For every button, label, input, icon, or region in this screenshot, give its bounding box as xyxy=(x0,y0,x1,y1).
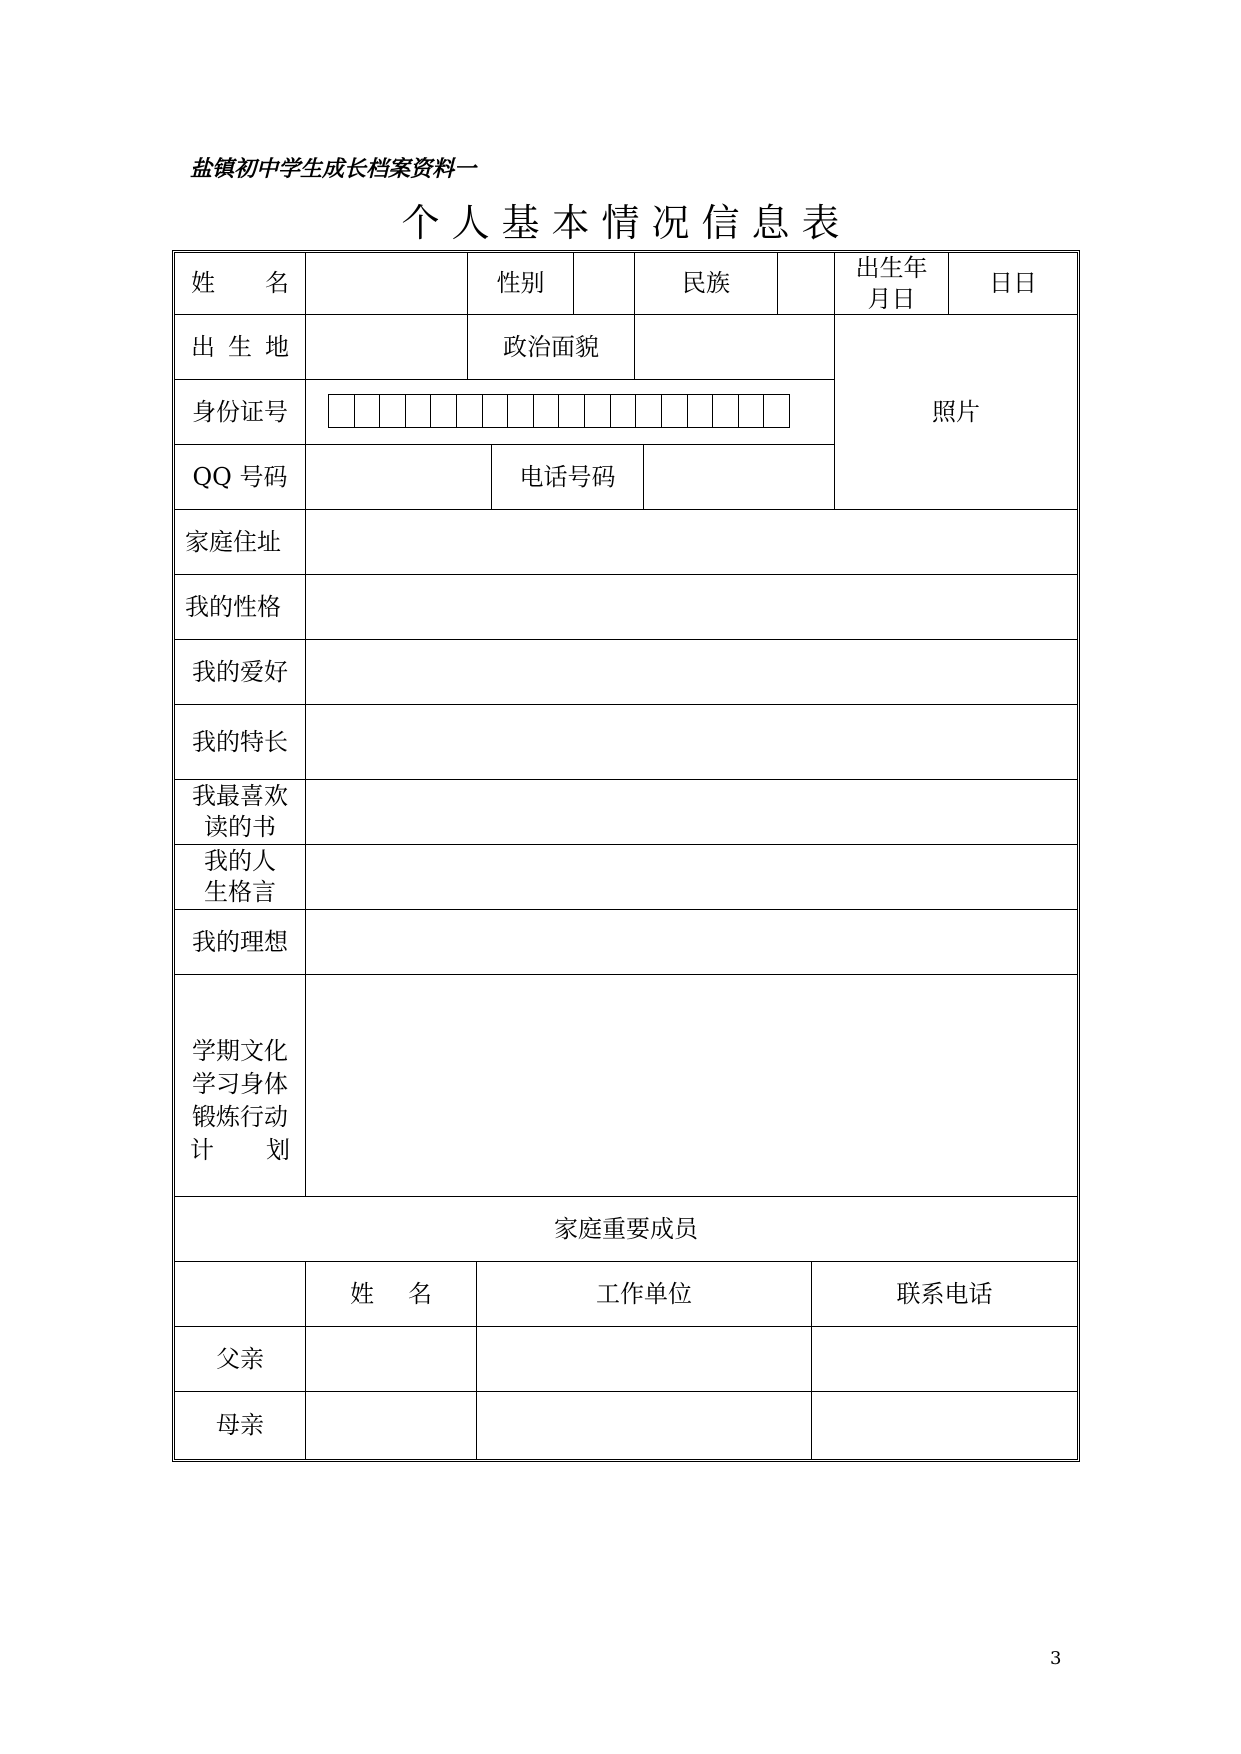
id-digit-box[interactable] xyxy=(457,395,483,427)
birthplace-char-2: 生 xyxy=(228,332,252,361)
father-label: 父亲 xyxy=(216,1344,264,1373)
birth-date-label: 出生年 月日 xyxy=(855,253,928,313)
id-digit-box[interactable] xyxy=(611,395,637,427)
family-col-name xyxy=(306,1262,476,1326)
qq-field[interactable] xyxy=(306,445,491,509)
id-digit-box[interactable] xyxy=(713,395,739,427)
phone-label: 电话号码 xyxy=(519,462,616,491)
father-work-field[interactable] xyxy=(477,1327,811,1391)
family-header-blank xyxy=(175,1262,305,1326)
mother-phone-field[interactable] xyxy=(812,1392,1077,1459)
family-section-title: 家庭重要成员 xyxy=(554,1214,698,1243)
page-title: 个人基本情况信息表 xyxy=(401,201,852,245)
plan-field[interactable] xyxy=(306,975,1077,1196)
political-status-field[interactable] xyxy=(635,315,834,379)
father-phone-field[interactable] xyxy=(812,1327,1077,1391)
birthplace-field[interactable] xyxy=(306,315,467,379)
id-digit-box[interactable] xyxy=(636,395,662,427)
motto-label: 我的人 生格言 xyxy=(204,847,276,906)
id-digit-box[interactable] xyxy=(688,395,714,427)
plan-line-3: 锻炼行动 xyxy=(192,1102,288,1131)
id-number-label: 身份证号 xyxy=(192,397,288,426)
name-char-1: 姓 xyxy=(191,269,215,298)
id-digit-box[interactable] xyxy=(764,395,789,427)
birthplace-label xyxy=(175,315,305,379)
birth-date-value[interactable]: 日日 xyxy=(989,269,1037,298)
id-digit-box[interactable] xyxy=(431,395,457,427)
father-name-field[interactable] xyxy=(306,1327,476,1391)
name-label xyxy=(175,253,305,314)
ethnicity-label: 民族 xyxy=(682,269,730,298)
ideal-field[interactable] xyxy=(306,910,1077,974)
id-digit-box[interactable] xyxy=(329,395,355,427)
page-number: 3 xyxy=(1050,1648,1062,1669)
favorite-book-field[interactable] xyxy=(306,780,1077,844)
gender-label: 性别 xyxy=(496,269,545,298)
plan-line-1: 学期文化 xyxy=(192,1036,288,1065)
family-col-work: 工作单位 xyxy=(596,1279,692,1308)
specialty-label: 我的特长 xyxy=(192,727,288,756)
document-header: 盐镇初中学生成长档案资料一 xyxy=(190,156,477,182)
hobbies-field[interactable] xyxy=(306,640,1077,704)
birthplace-char-1: 出 xyxy=(191,332,215,361)
id-digit-box[interactable] xyxy=(559,395,585,427)
id-digit-box[interactable] xyxy=(483,395,509,427)
mother-work-field[interactable] xyxy=(477,1392,811,1459)
photo-box[interactable]: 照片 xyxy=(932,397,980,426)
plan-char-2: 划 xyxy=(266,1135,290,1164)
name-field[interactable] xyxy=(306,253,467,314)
hobbies-label: 我的爱好 xyxy=(192,657,288,686)
specialty-field[interactable] xyxy=(306,705,1077,779)
id-digit-box[interactable] xyxy=(585,395,611,427)
family-col-name-char-2: 名 xyxy=(408,1279,432,1308)
id-digit-box[interactable] xyxy=(662,395,688,427)
political-status-label: 政治面貌 xyxy=(503,332,599,361)
gender-field[interactable] xyxy=(574,253,634,314)
id-digit-box[interactable] xyxy=(534,395,560,427)
personality-label: 我的性格 xyxy=(185,592,281,621)
id-digit-box[interactable] xyxy=(380,395,406,427)
family-col-phone: 联系电话 xyxy=(896,1279,993,1308)
id-digit-box[interactable] xyxy=(508,395,534,427)
address-field[interactable] xyxy=(306,510,1077,574)
id-digit-box[interactable] xyxy=(739,395,765,427)
ideal-label: 我的理想 xyxy=(192,927,288,956)
qq-label: QQ 号码 xyxy=(192,462,288,491)
plan-line-2: 学习身体 xyxy=(192,1069,288,1098)
id-digit-box[interactable] xyxy=(355,395,381,427)
address-label: 家庭住址 xyxy=(185,527,281,556)
plan-char-1: 计 xyxy=(190,1135,214,1164)
favorite-book-label: 我最喜欢 读的书 xyxy=(192,782,288,841)
motto-field[interactable] xyxy=(306,845,1077,909)
ethnicity-field[interactable] xyxy=(778,253,834,314)
phone-field[interactable] xyxy=(644,445,834,509)
mother-label: 母亲 xyxy=(216,1411,264,1440)
family-col-name-char-1: 姓 xyxy=(350,1279,374,1308)
id-number-boxes[interactable] xyxy=(328,394,790,428)
birthplace-char-3: 地 xyxy=(265,332,289,361)
personality-field[interactable] xyxy=(306,575,1077,639)
mother-name-field[interactable] xyxy=(306,1392,476,1459)
plan-label xyxy=(175,975,305,1196)
name-char-2: 名 xyxy=(265,269,289,298)
id-digit-box[interactable] xyxy=(406,395,432,427)
